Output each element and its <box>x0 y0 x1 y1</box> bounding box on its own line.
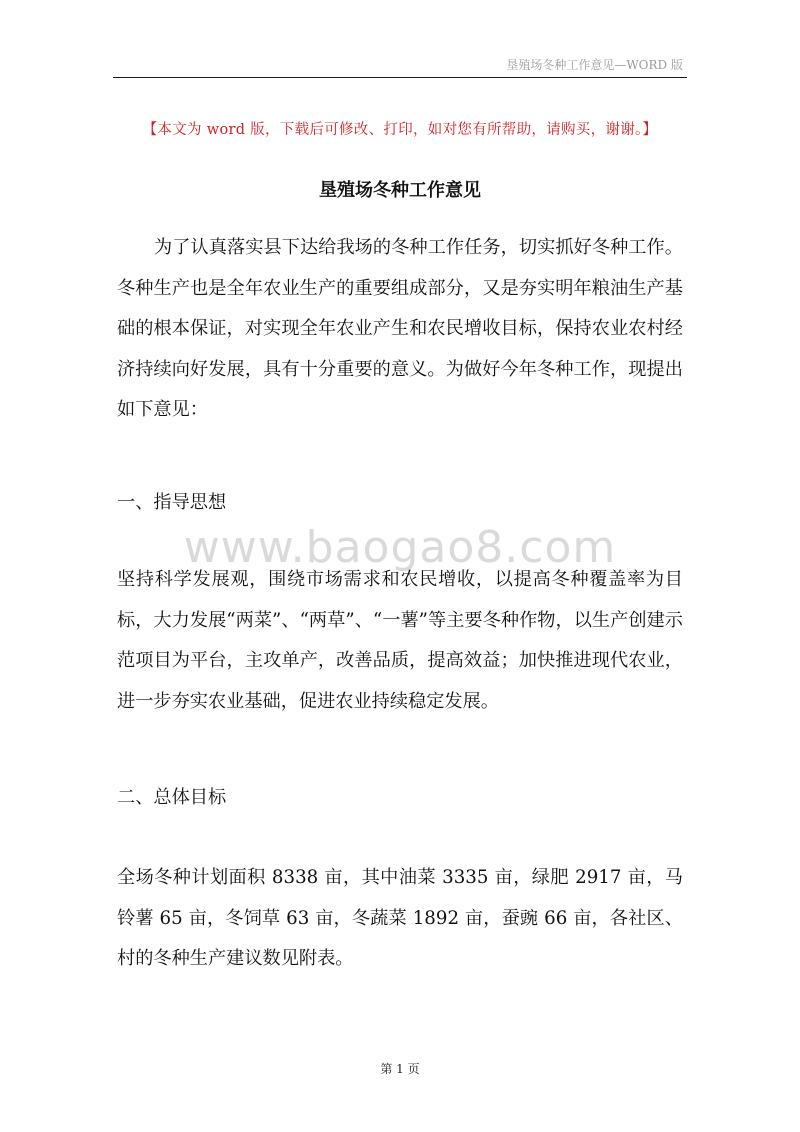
section-heading-guiding-ideology: 一、指导思想 <box>117 492 227 513</box>
purchase-notice: 【本文为 word 版，下载后可修改、打印，如对您有所帮助，请购买，谢谢。】 <box>142 122 658 138</box>
section-body-guiding-ideology: 坚持科学发展观，围绕市场需求和农民增收，以提高冬种覆盖率为目标，大力发展“两菜”、“两草”、“一薯”等主要冬种作物，以生产创建示范项目为平台，主攻单产，改善品质，提高效益；加快推进现代农业，进一步夯实农业基础，促进农业持续稳定发展。 <box>117 569 683 712</box>
section-heading-overall-goal: 二、总体目标 <box>117 787 227 808</box>
header-title: 垦殖场冬种工作意见—WORD 版 <box>506 58 683 72</box>
page-number: 第 1 页 <box>380 1062 420 1076</box>
watermark: www.baogao8.com <box>183 522 617 573</box>
intro-paragraph: 为了认真落实县下达给我场的冬种工作任务，切实抓好冬种工作。冬种生产也是全年农业生产的重要组成部分，又是夯实明年粮油生产基础的根本保证，对实现全年农业产生和农民增收目标，保持农业农村经济持续向好发展，具有十分重要的意义。为做好今年冬种工作，现提出如下意见： <box>117 237 683 420</box>
document-title: 垦殖场冬种工作意见 <box>319 180 481 201</box>
header-divider <box>113 77 687 78</box>
section-body-overall-goal: 全场冬种计划面积 8338 亩，其中油菜 3335 亩，绿肥 2917 亩，马铃薯 65 亩，冬饲草 63 亩，冬蔬菜 1892 亩，蚕豌 66 亩，各社区、村的冬种生产建议数见附表。 <box>117 867 683 969</box>
